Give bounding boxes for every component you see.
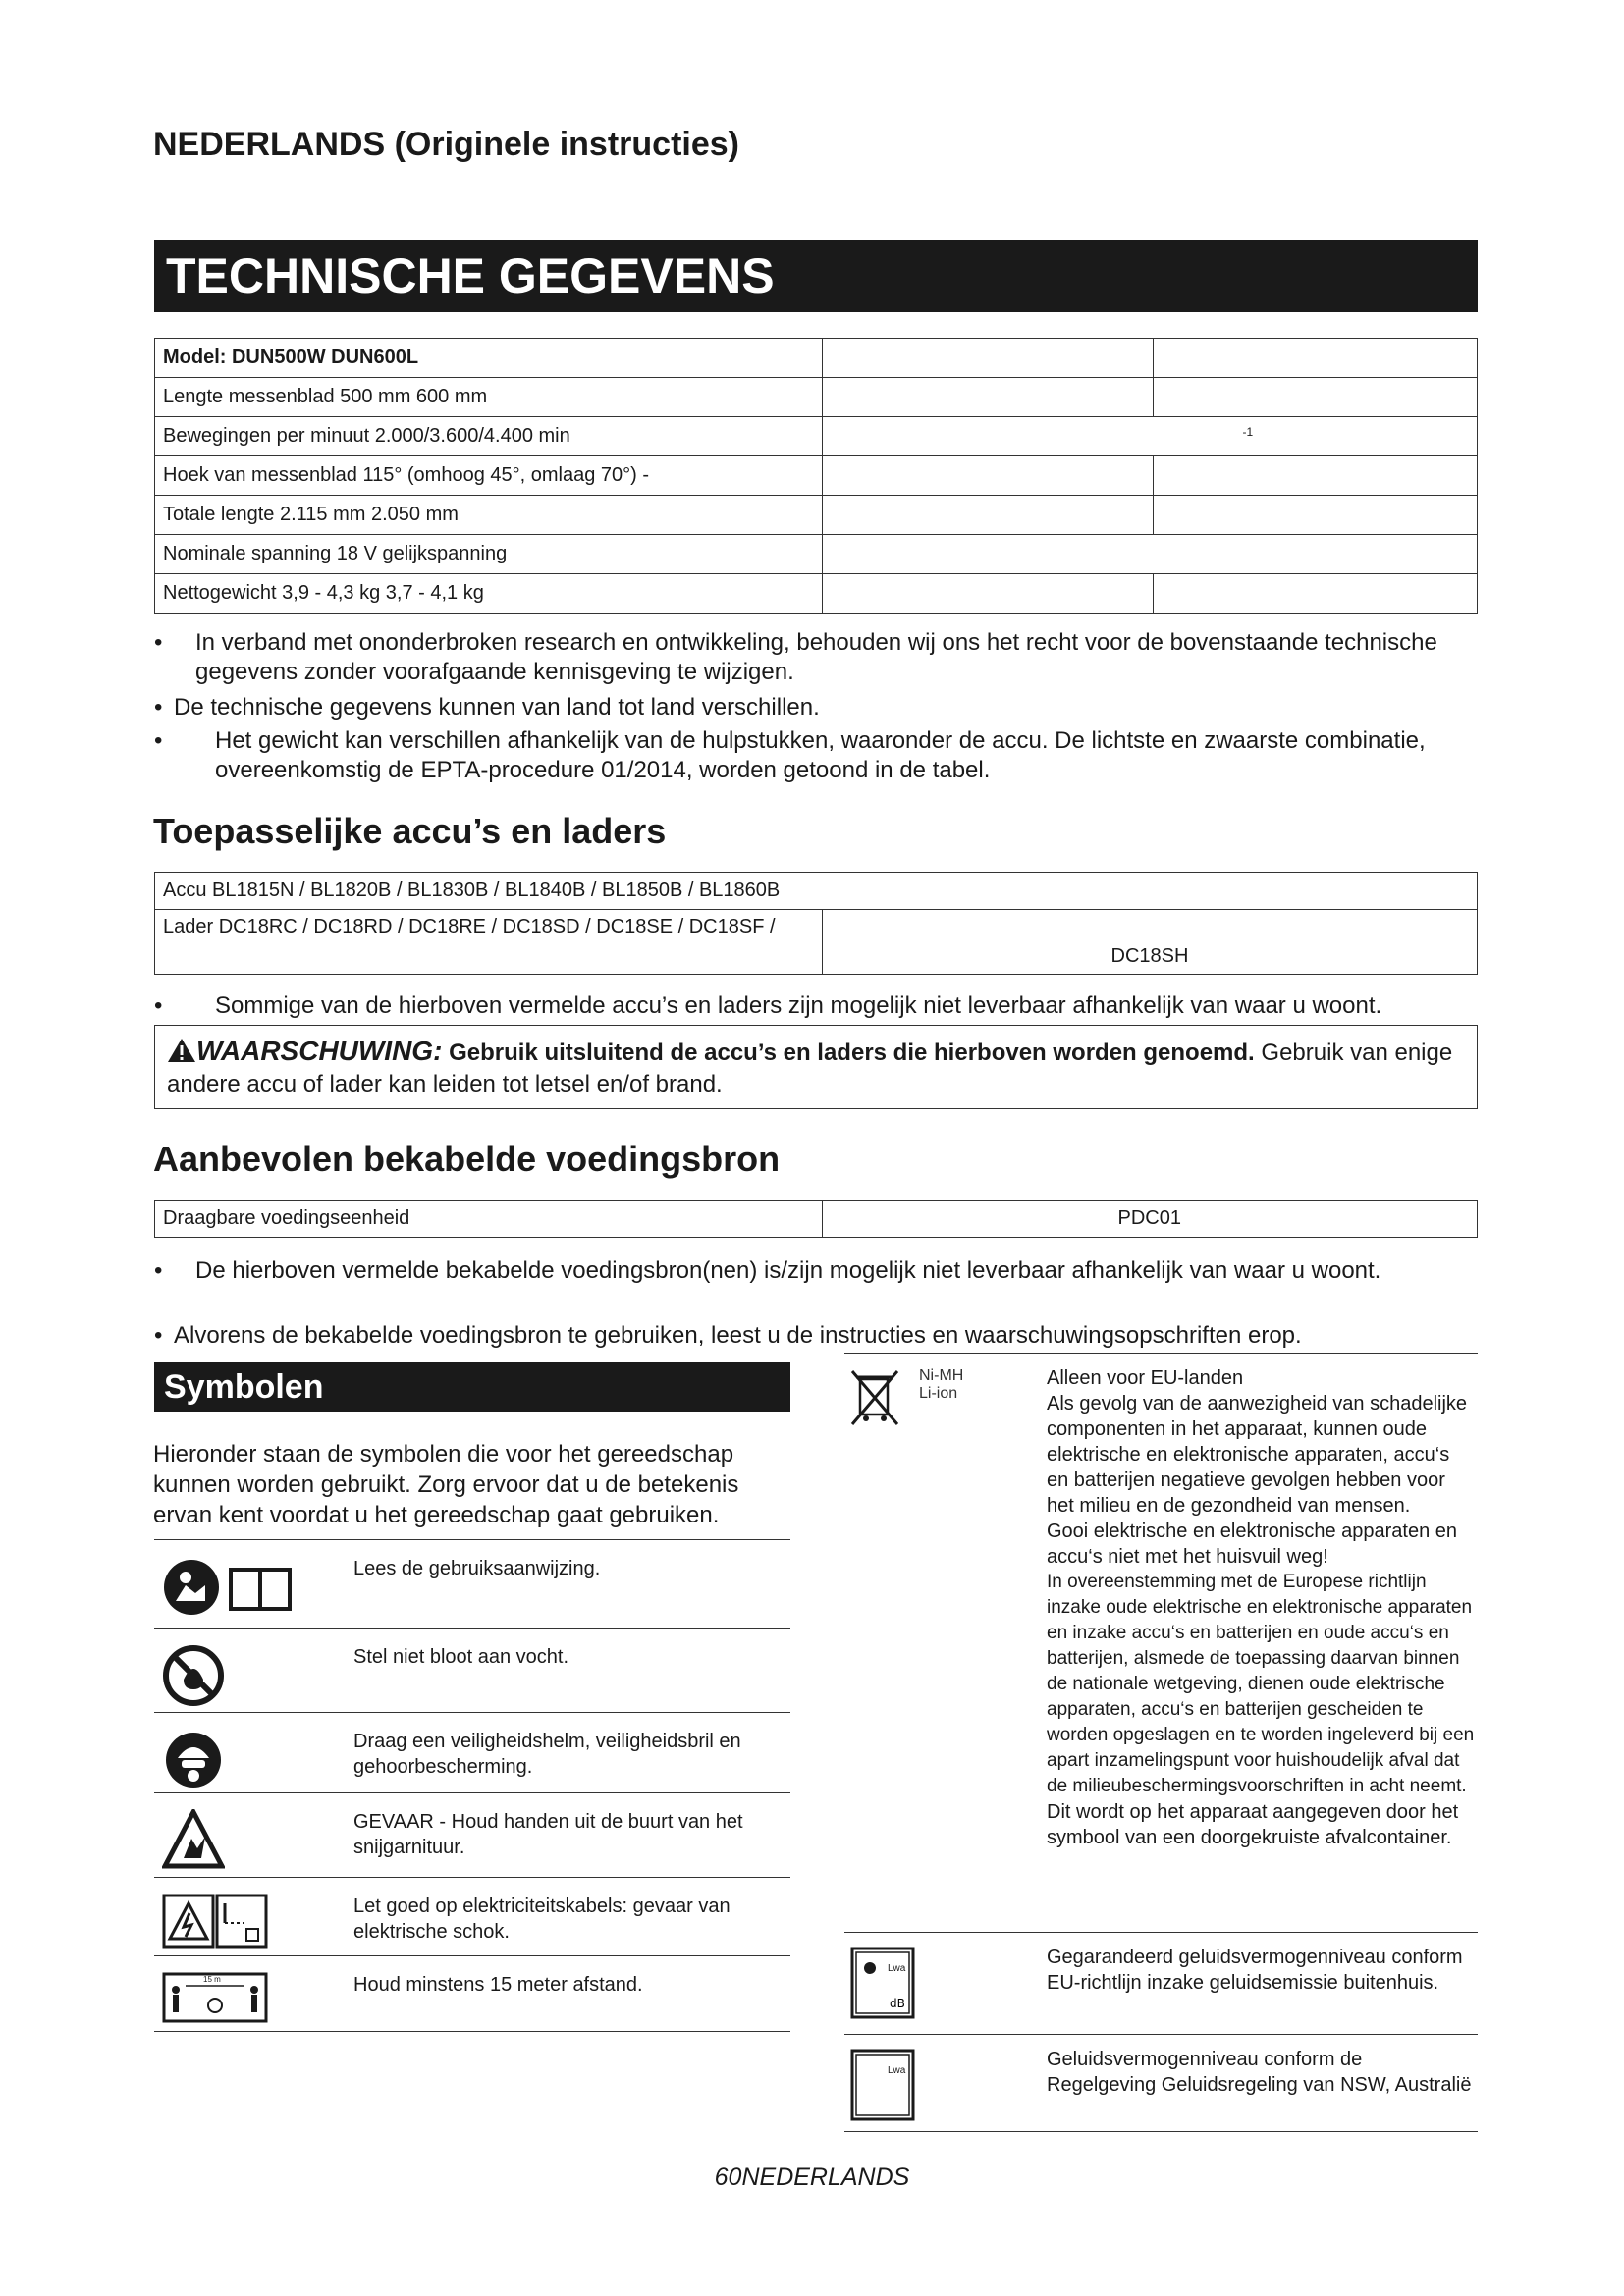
charger-extra <box>822 910 1477 975</box>
symbol-row-hand-warning <box>154 1792 790 1878</box>
bullet-dot: • <box>154 992 163 1019</box>
symbol-text: Lees de gebruiksaanwijzing. <box>353 1558 601 1579</box>
bullet-dot: • <box>154 1257 163 1284</box>
spec-blade-length: Lengte messenblad 500 mm 600 mm <box>155 378 823 417</box>
spec-voltage: Nominale spanning 18 V gelijkspanning <box>155 535 823 574</box>
chem-label: Ni-MH <box>919 1367 964 1384</box>
symbol-text: Geluidsvermogenniveau conform de Regelgeving Geluidsregeling van NSW, Australië <box>1047 2049 1472 2096</box>
table-row <box>155 417 1478 456</box>
table-cell <box>822 378 1154 417</box>
table-cell <box>1154 574 1478 614</box>
table-row <box>155 535 1478 574</box>
crossed-bin-icon <box>850 1367 903 1431</box>
spec-model-text: Model: DUN500W DUN600L <box>163 347 419 368</box>
spec-note-1 <box>154 628 1480 687</box>
spec-note-3 <box>154 726 1480 785</box>
table-cell <box>822 456 1154 496</box>
symbol-row-sound-nsw <box>844 2034 1478 2132</box>
keep-distance-label: 15 m <box>203 1975 221 1984</box>
symbol-text: Gegarandeerd geluidsvermogenniveau conform EU-richtlijn inzake geluidsemissie buitenhuis. <box>1047 1947 1463 1994</box>
table-row <box>155 456 1478 496</box>
warning-label: WAARSCHUWING: <box>196 1036 443 1066</box>
battery-list: Accu BL1815N / BL1820B / BL1830B / BL1840B / BL1850B / BL1860B <box>155 873 1478 910</box>
symbol-row-weee <box>844 1353 1478 1933</box>
spec-strokes: Bewegingen per minuut 2.000/3.600/4.400 min <box>155 417 823 456</box>
table-row <box>155 873 1478 910</box>
weee-paragraph-1: Als gevolg van de aanwezigheid van schadelijke componenten in het apparaat, kunnen oude elektrische en elektronische apparaten, accu‘s en batterijen negatieve gevolgen hebben voor het milieu en de gezondheid van mensen. <box>1047 1393 1468 1517</box>
charger-list <box>155 910 823 975</box>
spec-blade-angle: Hoek van messenblad 115° (omhoog 45°, omlaag 70°) - <box>155 456 823 496</box>
symbol-row-read-manual <box>154 1539 790 1629</box>
spec-note-2-text: De technische gegevens kunnen van land tot land verschillen. <box>174 694 820 721</box>
table-cell <box>1154 339 1478 378</box>
symbol-row-safety-helmet <box>154 1712 790 1793</box>
bullet-dot: • <box>154 694 163 721</box>
table-cell <box>1154 496 1478 535</box>
safety-helmet-icon <box>162 1729 225 1796</box>
power-note-2-text: Alvorens de bekabelde voedingsbron te gebruiken, leest u de instructies en waarschuwingsopschriften erop. <box>174 1322 1302 1349</box>
power-label: Draagbare voedingseenheid <box>155 1201 823 1238</box>
symbol-row-sound-eu <box>844 1932 1478 2035</box>
table-cell <box>822 574 1154 614</box>
power-value: PDC01 <box>822 1201 1477 1238</box>
weee-title: Alleen voor EU-landen <box>1047 1367 1244 1389</box>
symbol-text: Let goed op elektriciteitskabels: gevaar van elektrische schok. <box>353 1896 731 1943</box>
battery-chemistry-labels <box>919 1367 963 1403</box>
warning-bold-text: Gebruik uitsluitend de accu’s en laders die hierboven worden genoemd. <box>449 1040 1255 1066</box>
table-row <box>155 910 1478 975</box>
electric-shock-warning-icon <box>162 1894 270 1955</box>
table-cell <box>822 535 1477 574</box>
section-banner-symbolen: Symbolen <box>154 1362 790 1412</box>
no-moisture-icon <box>162 1644 225 1712</box>
table-cell <box>1154 456 1478 496</box>
table-cell <box>822 496 1154 535</box>
spec-weight: Nettogewicht 3,9 - 4,3 kg 3,7 - 4,1 kg <box>155 574 823 614</box>
weee-paragraph-4: Dit wordt op het apparaat aangegeven door het symbool van een doorgekruiste afvalcontainer. <box>1047 1801 1459 1848</box>
svg-text:dB: dB <box>890 1997 905 2010</box>
sound-power-eu-icon <box>850 1947 915 2019</box>
symbols-intro: Hieronder staan de symbolen die voor het gereedschap kunnen worden gebruikt. Zorg ervoor dat u de betekenis ervan kent voordat u het gereedschap gaat gebruiken. <box>153 1441 739 1528</box>
spec-model <box>155 339 823 378</box>
table-row <box>155 378 1478 417</box>
power-note-2 <box>154 1321 1480 1351</box>
bullet-dot: • <box>154 727 163 754</box>
weee-paragraph-2: Gooi elektrische en elektronische apparaten en accu‘s niet met het huisvuil weg! <box>1047 1521 1458 1568</box>
symbol-text: Houd minstens 15 meter afstand. <box>353 1974 643 1996</box>
battery-table <box>154 872 1478 975</box>
weee-paragraph-3: In overeenstemming met de Europese richtlijn inzake oude elektrische en elektronische apparaten en inzake accu‘s en batterijen en oude accu‘s en batterijen, alsmede de toepassing daarvan binnen de nationale wetgeving, dienen oude elektrische apparaten, accu‘s en batterijen gescheiden te worden opgeslagen en te worden ingeleverd bij een apart inzamelingspunt voor huishoudelijk afval dat de milieubeschermingsvoorschriften in acht neemt. <box>1047 1572 1475 1796</box>
battery-note <box>154 991 1480 1021</box>
symbol-text: GEVAAR - Houd handen uit de buurt van het snijgarnituur. <box>353 1811 743 1858</box>
spec-unit-superscript: -1 <box>1242 425 1254 439</box>
warning-triangle-icon <box>167 1038 196 1063</box>
table-cell <box>1154 378 1478 417</box>
symbol-text: Stel niet bloot aan vocht. <box>353 1646 569 1668</box>
charger-list-text: Lader DC18RC / DC18RD / DC18RE / DC18SD / DC18SE / DC18SF / <box>163 916 776 937</box>
spec-note-2 <box>154 693 1480 722</box>
table-row <box>155 496 1478 535</box>
page-footer: 60NEDERLANDS <box>714 2163 910 2191</box>
table-row <box>155 339 1478 378</box>
symbol-row-no-moisture <box>154 1628 790 1713</box>
bullet-dot: • <box>154 1322 163 1349</box>
table-cell <box>822 339 1154 378</box>
warning-box <box>154 1025 1478 1109</box>
hand-cut-warning-icon <box>162 1809 225 1875</box>
read-manual-icon <box>162 1556 299 1624</box>
sound-power-nsw-icon <box>850 2049 915 2121</box>
bullet-dot: • <box>154 629 163 656</box>
symbol-row-keep-distance <box>154 1955 790 2032</box>
section-banner-technische-gegevens: TECHNISCHE GEGEVENS <box>154 240 1478 312</box>
warning-text: Gebruik van enige andere accu of lader kan leiden tot letsel en/of brand. <box>167 1040 1453 1097</box>
weee-text <box>1047 1365 1475 1850</box>
sound-nsw-label: Lwa <box>888 2065 906 2076</box>
power-note-1-text: De hierboven vermelde bekabelde voedingsbron(nen) is/zijn mogelijk niet leverbaar afhankelijk van waar u woont. <box>195 1257 1381 1284</box>
spec-total-length: Totale lengte 2.115 mm 2.050 mm <box>155 496 823 535</box>
table-row <box>155 574 1478 614</box>
battery-note-text: Sommige van de hierboven vermelde accu’s en laders zijn mogelijk niet leverbaar afhankelijk van waar u woont. <box>215 992 1382 1019</box>
symbol-text: Draag een veiligheidshelm, veiligheidsbril en gehoorbescherming. <box>353 1731 741 1778</box>
keep-distance-icon <box>162 1972 270 2023</box>
spec-table <box>154 338 1478 614</box>
sound-eu-label: Lwa <box>888 1963 906 1974</box>
spec-strokes-unit-cell <box>822 417 1477 456</box>
spec-note-1-text: In verband met ononderbroken research en ontwikkeling, behouden wij ons het recht voor de bovenstaande technische gegevens zonder voorafgaande kennisgeving te wijzigen. <box>195 629 1437 685</box>
page-language-title: NEDERLANDS (Originele instructies) <box>153 126 739 163</box>
chem-label: Li-ion <box>919 1385 958 1402</box>
symbol-row-electric-shock <box>154 1877 790 1956</box>
charger-extra-text: DC18SH <box>1110 945 1189 967</box>
table-row <box>155 1201 1478 1238</box>
heading-batteries: Toepasselijke accu’s en laders <box>153 811 667 851</box>
spec-note-3-text: Het gewicht kan verschillen afhankelijk van de hulpstukken, waaronder de accu. De lichtste en zwaarste combinatie, overeenkomstig de EPTA-procedure 01/2014, worden getoond in de tabel. <box>215 727 1426 783</box>
power-note-1 <box>154 1256 1480 1286</box>
power-table <box>154 1200 1478 1238</box>
heading-power-source: Aanbevolen bekabelde voedingsbron <box>153 1139 781 1179</box>
